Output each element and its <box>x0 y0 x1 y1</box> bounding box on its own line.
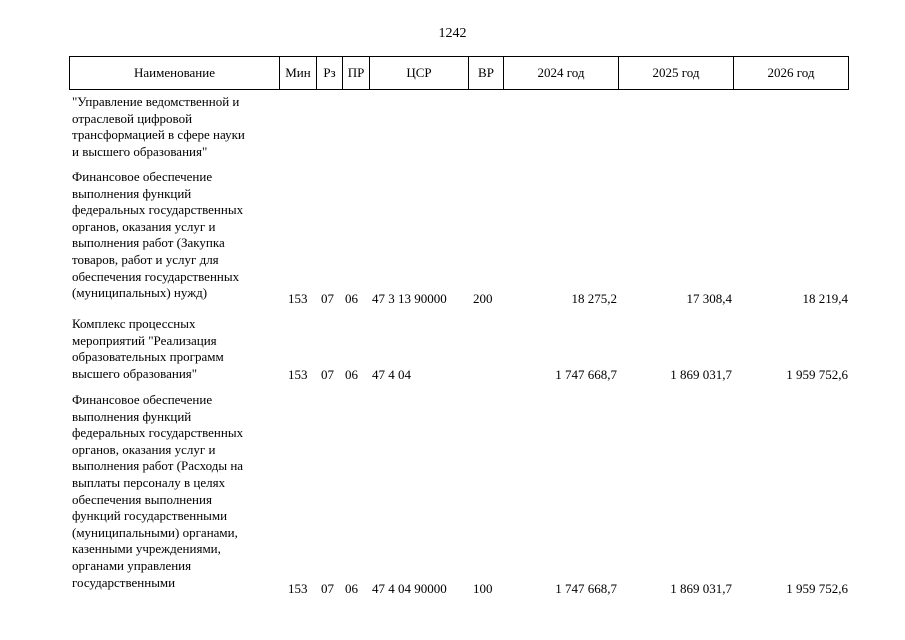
row-csr: 47 4 04 <box>372 367 411 382</box>
header-2024: 2024 год <box>504 57 619 89</box>
page-number: 1242 <box>438 26 467 41</box>
row-2026: 1 959 752,6 <box>786 367 848 382</box>
header-vr: ВР <box>469 57 504 89</box>
row-pr: 06 <box>345 581 358 596</box>
header-csr: ЦСР <box>370 57 469 89</box>
header-pr: ПР <box>343 57 370 89</box>
header-rz: Рз <box>317 57 343 89</box>
row-rz: 07 <box>321 291 334 306</box>
row-name: Финансовое обеспечение выполнения функций федеральных государственных органов, оказания услуг и выполнения работ (Расходы на выплаты персоналу в целях обеспечения выполнения функций государственными (муниципальными) органами, казенными учреждениями, органами управления государственными <box>72 392 244 590</box>
row-rz: 07 <box>321 581 334 596</box>
row-csr: 47 4 04 90000 <box>372 581 447 596</box>
row-name: "Управление ведомственной и отраслевой цифровой трансформацией в сфере науки и высшего образования" <box>72 94 245 159</box>
row-name: Комплекс процессных мероприятий "Реализация образовательных программ высшего образования" <box>72 316 224 381</box>
row-vr: 200 <box>473 291 493 306</box>
row-2024: 18 275,2 <box>571 291 617 306</box>
row-2024: 1 747 668,7 <box>555 367 617 382</box>
row-2026: 18 219,4 <box>802 291 848 306</box>
row-pr: 06 <box>345 367 358 382</box>
row-vr: 100 <box>473 581 493 596</box>
header-name: Наименование <box>70 57 280 89</box>
row-csr: 47 3 13 90000 <box>372 291 447 306</box>
header-2026: 2026 год <box>767 65 815 80</box>
row-2024: 1 747 668,7 <box>555 581 617 596</box>
header-2025: 2025 год <box>619 57 734 89</box>
row-min: 153 <box>288 581 308 596</box>
row-2025: 1 869 031,7 <box>670 367 732 382</box>
table-header <box>69 56 849 90</box>
row-2025: 17 308,4 <box>686 291 732 306</box>
row-rz: 07 <box>321 367 334 382</box>
row-2026: 1 959 752,6 <box>786 581 848 596</box>
row-2025: 1 869 031,7 <box>670 581 732 596</box>
row-min: 153 <box>288 291 308 306</box>
row-min: 153 <box>288 367 308 382</box>
row-pr: 06 <box>345 291 358 306</box>
header-min: Мин <box>280 57 317 89</box>
row-name: Финансовое обеспечение выполнения функций федеральных государственных органов, оказания услуг и выполнения работ (Закупка товаров, работ и услуг для обеспечения государственных (муниципальных) нужд) <box>72 169 244 301</box>
